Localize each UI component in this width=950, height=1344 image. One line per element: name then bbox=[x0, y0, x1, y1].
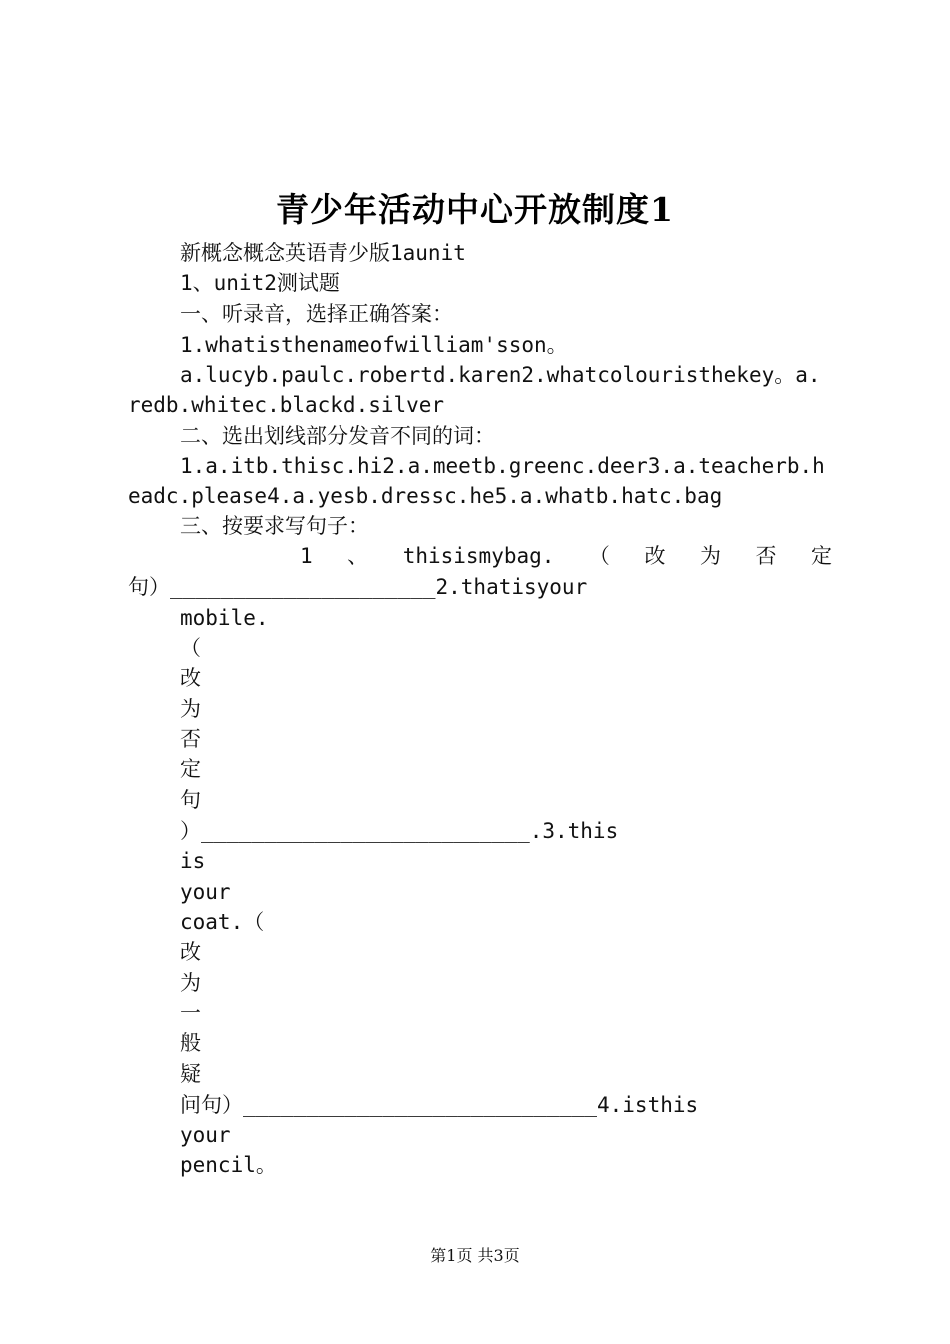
section-heading: 三、按要求写句子： bbox=[180, 514, 369, 538]
text-fragment: 改 bbox=[644, 544, 666, 568]
text-line: 新概念概念英语青少版1aunit bbox=[180, 241, 466, 265]
text-line: 疑 bbox=[180, 1062, 201, 1086]
page-number-footer: 第1页 共3页 bbox=[430, 1246, 520, 1265]
text-line: 一 bbox=[180, 1001, 201, 1025]
text-line: 改 bbox=[180, 940, 201, 964]
text-line: ）__________________________.3.this bbox=[180, 819, 619, 843]
text-line: 句 bbox=[180, 788, 201, 812]
text-fragment: 否 bbox=[755, 544, 777, 568]
text-fragment: thisismybag. bbox=[402, 544, 555, 568]
section-heading: 二、选出划线部分发音不同的词： bbox=[180, 424, 495, 448]
text-line: is bbox=[180, 849, 206, 873]
text-line: （ bbox=[180, 636, 201, 660]
text-line: 改 bbox=[180, 666, 201, 690]
text-fragment: 1 bbox=[300, 544, 313, 568]
text-fragment: （ bbox=[588, 544, 610, 568]
text-line: redb.whitec.blackd.silver bbox=[128, 393, 445, 417]
text-line: 定 bbox=[180, 757, 201, 781]
document-title: 青少年活动中心开放制度1 bbox=[276, 190, 674, 229]
text-line: your bbox=[180, 1123, 231, 1147]
text-line: your bbox=[180, 880, 231, 904]
text-line: 为 bbox=[180, 697, 201, 721]
text-line: coat.（ bbox=[180, 910, 265, 934]
text-line: 1.a.itb.thisc.hi2.a.meetb.greenc.deer3.a.teacherb.h bbox=[180, 454, 825, 478]
text-line: pencil。 bbox=[180, 1153, 277, 1177]
section-heading: 一、听录音，选择正确答案： bbox=[180, 302, 453, 326]
text-line: 1、unit2测试题 bbox=[180, 271, 340, 295]
text-fragment: 、 bbox=[347, 544, 369, 568]
text-line: 般 bbox=[180, 1031, 201, 1055]
text-line: eadc.please4.a.yesb.dressc.he5.a.whatb.hatc.bag bbox=[128, 484, 723, 508]
text-line: a.lucyb.paulc.robertd.karen2.whatcolouristhekey。a. bbox=[180, 363, 821, 387]
text-line: mobile. bbox=[180, 606, 269, 630]
justified-question-line bbox=[300, 541, 832, 571]
text-line: 句）_____________________2.thatisyour bbox=[128, 575, 588, 599]
text-fragment: 为 bbox=[699, 544, 721, 568]
text-line: 为 bbox=[180, 971, 201, 995]
text-line: 1.whatisthenameofwilliam'sson。 bbox=[180, 333, 568, 357]
text-line: 问句）____________________________4.isthis bbox=[180, 1093, 699, 1117]
text-fragment: 定 bbox=[810, 544, 832, 568]
text-line: 否 bbox=[180, 727, 201, 751]
